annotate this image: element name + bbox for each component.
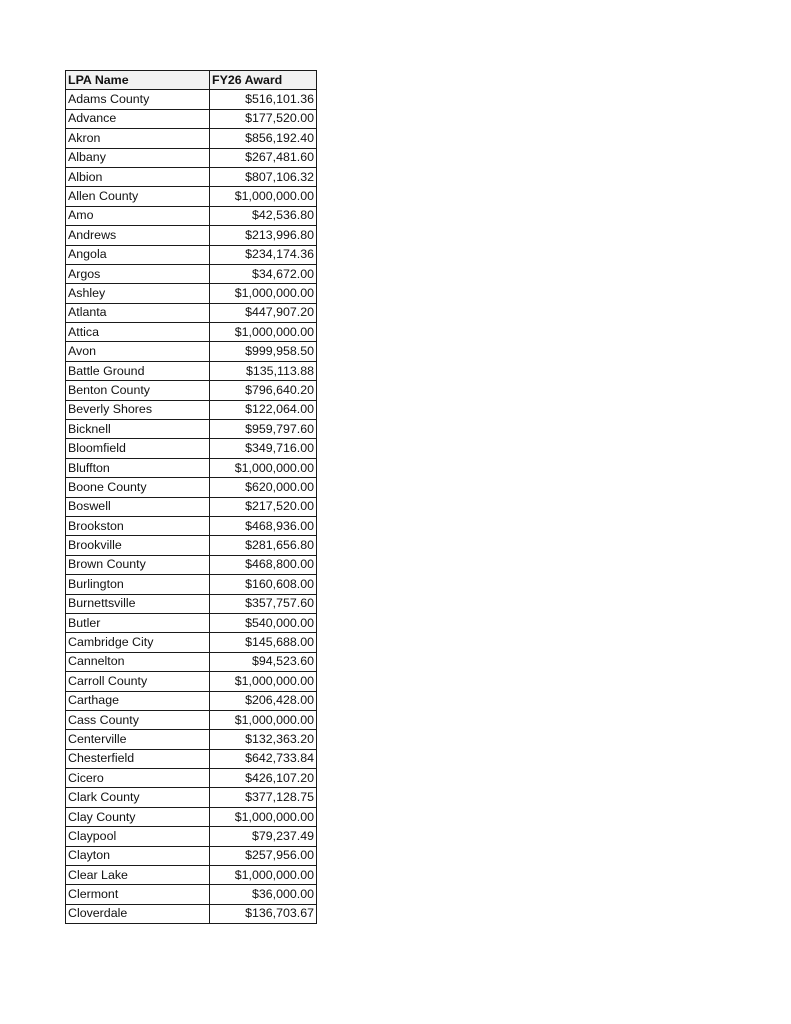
fy26-award-cell: $267,481.60 (210, 148, 317, 167)
table-row (66, 885, 317, 904)
table-row (66, 303, 317, 322)
fy26-award-cell: $177,520.00 (210, 109, 317, 128)
table-row (66, 613, 317, 632)
lpa-name-cell: Argos (66, 264, 210, 283)
table-row (66, 536, 317, 555)
fy26-award-cell: $447,907.20 (210, 303, 317, 322)
lpa-name-cell: Amo (66, 206, 210, 225)
lpa-name-cell: Butler (66, 613, 210, 632)
fy26-award-cell: $426,107.20 (210, 769, 317, 788)
lpa-name-cell: Boone County (66, 478, 210, 497)
table-row (66, 633, 317, 652)
fy26-award-cell: $1,000,000.00 (210, 866, 317, 885)
lpa-name-cell: Atlanta (66, 303, 210, 322)
fy26-award-cell: $349,716.00 (210, 439, 317, 458)
lpa-name-cell: Bloomfield (66, 439, 210, 458)
fy26-award-cell: $1,000,000.00 (210, 710, 317, 729)
lpa-name-cell: Brown County (66, 555, 210, 574)
fy26-award-cell: $145,688.00 (210, 633, 317, 652)
table-row (66, 400, 317, 419)
fy26-award-cell: $257,956.00 (210, 846, 317, 865)
table-row (66, 323, 317, 342)
table-row (66, 691, 317, 710)
lpa-name-cell: Claypool (66, 827, 210, 846)
table-row (66, 458, 317, 477)
table-row (66, 439, 317, 458)
fy26-award-cell: $213,996.80 (210, 226, 317, 245)
fy26-award-cell: $42,536.80 (210, 206, 317, 225)
fy26-award-cell: $1,000,000.00 (210, 187, 317, 206)
lpa-name-cell: Boswell (66, 497, 210, 516)
table-row (66, 284, 317, 303)
fy26-award-cell: $807,106.32 (210, 167, 317, 186)
fy26-award-cell: $796,640.20 (210, 381, 317, 400)
lpa-name-cell: Cambridge City (66, 633, 210, 652)
lpa-name-cell: Adams County (66, 90, 210, 109)
fy26-award-cell: $94,523.60 (210, 652, 317, 671)
fy26-award-cell: $540,000.00 (210, 613, 317, 632)
lpa-name-cell: Avon (66, 342, 210, 361)
table-row (66, 361, 317, 380)
table-row (66, 866, 317, 885)
header-fy26-award: FY26 Award (210, 71, 317, 90)
fy26-award-cell: $516,101.36 (210, 90, 317, 109)
lpa-name-cell: Clark County (66, 788, 210, 807)
table-row (66, 342, 317, 361)
fy26-award-cell: $468,936.00 (210, 516, 317, 535)
lpa-name-cell: Allen County (66, 187, 210, 206)
table-row (66, 245, 317, 264)
lpa-name-cell: Clay County (66, 807, 210, 826)
fy26-award-cell: $160,608.00 (210, 575, 317, 594)
lpa-name-cell: Cass County (66, 710, 210, 729)
table-row (66, 90, 317, 109)
lpa-name-cell: Angola (66, 245, 210, 264)
lpa-name-cell: Cloverdale (66, 904, 210, 923)
table-body (66, 90, 317, 924)
table-row (66, 555, 317, 574)
table-row (66, 749, 317, 768)
table-row (66, 652, 317, 671)
lpa-name-cell: Attica (66, 323, 210, 342)
lpa-name-cell: Burlington (66, 575, 210, 594)
fy26-awards-table (65, 70, 317, 924)
lpa-name-cell: Bicknell (66, 420, 210, 439)
table-row (66, 516, 317, 535)
fy26-award-cell: $79,237.49 (210, 827, 317, 846)
lpa-name-cell: Albion (66, 167, 210, 186)
lpa-name-cell: Brookville (66, 536, 210, 555)
table-row (66, 187, 317, 206)
fy26-award-cell: $122,064.00 (210, 400, 317, 419)
table-row (66, 109, 317, 128)
table-row (66, 478, 317, 497)
fy26-award-cell: $132,363.20 (210, 730, 317, 749)
table-row (66, 788, 317, 807)
table-row (66, 807, 317, 826)
lpa-name-cell: Clayton (66, 846, 210, 865)
lpa-name-cell: Akron (66, 129, 210, 148)
table-row (66, 672, 317, 691)
lpa-name-cell: Andrews (66, 226, 210, 245)
table-row (66, 846, 317, 865)
fy26-award-cell: $620,000.00 (210, 478, 317, 497)
table-row (66, 381, 317, 400)
fy26-award-cell: $206,428.00 (210, 691, 317, 710)
lpa-name-cell: Bluffton (66, 458, 210, 477)
fy26-award-cell: $468,800.00 (210, 555, 317, 574)
fy26-award-cell: $135,113.88 (210, 361, 317, 380)
lpa-name-cell: Albany (66, 148, 210, 167)
table-row (66, 730, 317, 749)
table-row (66, 904, 317, 923)
table-row (66, 167, 317, 186)
fy26-award-cell: $1,000,000.00 (210, 284, 317, 303)
fy26-award-cell: $1,000,000.00 (210, 323, 317, 342)
table-row (66, 226, 317, 245)
table-row (66, 769, 317, 788)
table-row (66, 420, 317, 439)
lpa-name-cell: Ashley (66, 284, 210, 303)
lpa-name-cell: Battle Ground (66, 361, 210, 380)
lpa-name-cell: Advance (66, 109, 210, 128)
fy26-award-cell: $999,958.50 (210, 342, 317, 361)
fy26-award-cell: $642,733.84 (210, 749, 317, 768)
fy26-award-cell: $136,703.67 (210, 904, 317, 923)
fy26-award-cell: $281,656.80 (210, 536, 317, 555)
fy26-award-cell: $1,000,000.00 (210, 672, 317, 691)
lpa-name-cell: Clermont (66, 885, 210, 904)
lpa-name-cell: Centerville (66, 730, 210, 749)
fy26-award-cell: $1,000,000.00 (210, 458, 317, 477)
lpa-name-cell: Clear Lake (66, 866, 210, 885)
fy26-award-cell: $856,192.40 (210, 129, 317, 148)
header-lpa-name: LPA Name (66, 71, 210, 90)
lpa-name-cell: Chesterfield (66, 749, 210, 768)
table-row (66, 710, 317, 729)
table-row (66, 129, 317, 148)
fy26-award-cell: $217,520.00 (210, 497, 317, 516)
fy26-award-cell: $34,672.00 (210, 264, 317, 283)
table-row (66, 827, 317, 846)
lpa-name-cell: Benton County (66, 381, 210, 400)
table-row (66, 497, 317, 516)
table-row (66, 206, 317, 225)
lpa-name-cell: Carthage (66, 691, 210, 710)
fy26-award-cell: $377,128.75 (210, 788, 317, 807)
table-row (66, 575, 317, 594)
lpa-name-cell: Burnettsville (66, 594, 210, 613)
fy26-award-cell: $234,174.36 (210, 245, 317, 264)
lpa-name-cell: Cannelton (66, 652, 210, 671)
table-header-row (66, 71, 317, 90)
lpa-name-cell: Carroll County (66, 672, 210, 691)
fy26-award-cell: $36,000.00 (210, 885, 317, 904)
lpa-name-cell: Brookston (66, 516, 210, 535)
table-row (66, 594, 317, 613)
table-row (66, 148, 317, 167)
fy26-award-cell: $1,000,000.00 (210, 807, 317, 826)
table-row (66, 264, 317, 283)
fy26-award-cell: $357,757.60 (210, 594, 317, 613)
lpa-name-cell: Beverly Shores (66, 400, 210, 419)
lpa-name-cell: Cicero (66, 769, 210, 788)
fy26-award-cell: $959,797.60 (210, 420, 317, 439)
